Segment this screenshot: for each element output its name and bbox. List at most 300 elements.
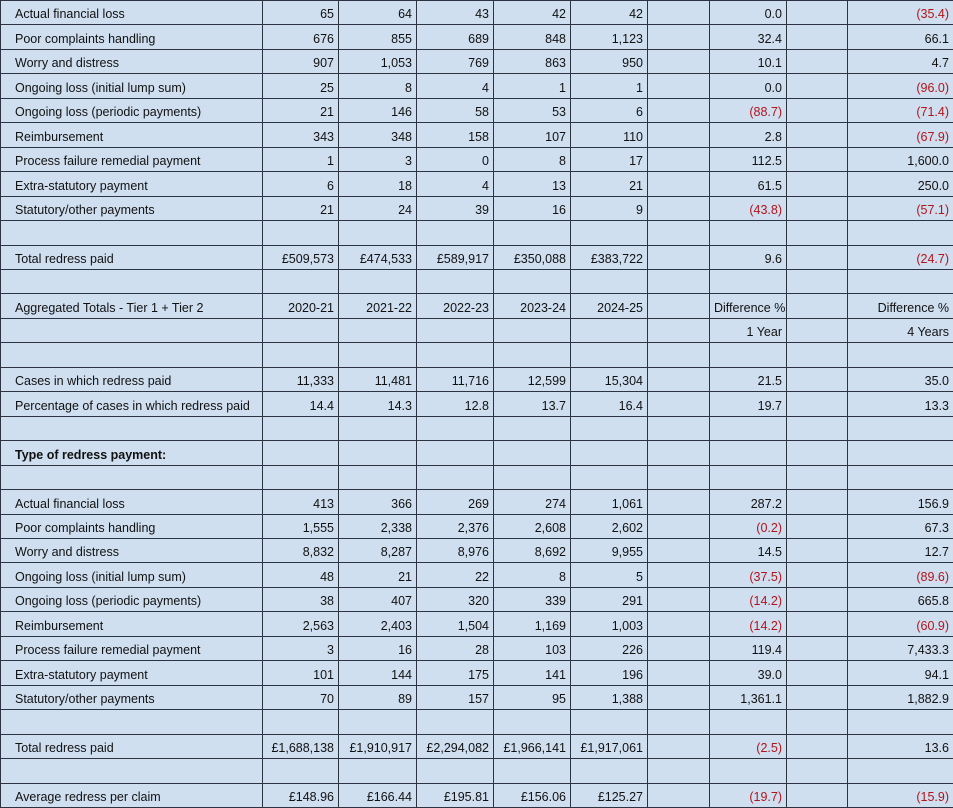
table-cell: 769 <box>417 49 494 73</box>
table-cell: 103 <box>494 636 571 660</box>
table-cell <box>263 759 339 783</box>
table-cell: 48 <box>263 563 339 587</box>
table-cell: 1,882.9 <box>848 685 953 709</box>
table-cell <box>263 441 339 465</box>
table-cell: 2,338 <box>339 514 417 538</box>
table-cell <box>848 416 953 440</box>
spacer-cell <box>648 25 710 49</box>
table-cell: 2020-21 <box>263 294 339 318</box>
spacer-cell <box>648 49 710 73</box>
table-cell <box>571 269 648 293</box>
table-cell: 141 <box>494 661 571 685</box>
spacer-cell <box>787 710 848 734</box>
spacer-cell <box>787 172 848 196</box>
spacer-cell <box>648 221 710 245</box>
table-cell: 5 <box>571 563 648 587</box>
table-cell <box>417 221 494 245</box>
table-cell: 18 <box>339 172 417 196</box>
table-cell: 665.8 <box>848 587 953 611</box>
table-cell: 175 <box>417 661 494 685</box>
spacer-cell <box>787 538 848 562</box>
table-cell: 43 <box>417 1 494 25</box>
spacer-cell <box>648 98 710 122</box>
table-cell: 269 <box>417 490 494 514</box>
table-cell: 1,123 <box>571 25 648 49</box>
row-label: Type of redress payment: <box>1 441 263 465</box>
spacer-cell <box>787 416 848 440</box>
spacer-cell <box>648 538 710 562</box>
table-row <box>1 783 953 808</box>
table-row <box>1 759 953 783</box>
table-cell: (57.1) <box>848 196 953 220</box>
table-cell: 64 <box>339 1 417 25</box>
row-label: Statutory/other payments <box>1 196 263 220</box>
table-row <box>1 49 953 73</box>
table-cell <box>710 416 787 440</box>
row-label: Actual financial loss <box>1 1 263 25</box>
row-label: Worry and distress <box>1 538 263 562</box>
table-cell <box>710 710 787 734</box>
table-cell: 32.4 <box>710 25 787 49</box>
spacer-cell <box>787 441 848 465</box>
table-cell: (2.5) <box>710 734 787 758</box>
table-cell: £1,966,141 <box>494 734 571 758</box>
table-cell <box>339 343 417 367</box>
table-cell: 8 <box>494 563 571 587</box>
row-label: Average redress per claim <box>1 783 263 808</box>
table-cell <box>417 343 494 367</box>
table-cell: 1,361.1 <box>710 685 787 709</box>
table-row <box>1 74 953 98</box>
table-cell: 0.0 <box>710 74 787 98</box>
table-cell: 10.1 <box>710 49 787 73</box>
row-label: Aggregated Totals - Tier 1 + Tier 2 <box>1 294 263 318</box>
table-cell <box>339 759 417 783</box>
table-cell: 156.9 <box>848 490 953 514</box>
spacer-cell <box>648 196 710 220</box>
table-cell: 38 <box>263 587 339 611</box>
table-cell: 22 <box>417 563 494 587</box>
table-cell: £1,910,917 <box>339 734 417 758</box>
table-cell: 101 <box>263 661 339 685</box>
table-cell <box>710 221 787 245</box>
table-cell: 14.3 <box>339 392 417 416</box>
row-label <box>1 465 263 489</box>
table-cell: 6 <box>263 172 339 196</box>
table-cell <box>417 318 494 342</box>
table-cell <box>710 759 787 783</box>
row-label: Reimbursement <box>1 123 263 147</box>
spacer-cell <box>787 123 848 147</box>
spacer-cell <box>648 783 710 808</box>
spacer-cell <box>787 465 848 489</box>
table-row <box>1 245 953 269</box>
spacer-cell <box>787 1 848 25</box>
table-cell: 66.1 <box>848 25 953 49</box>
table-cell <box>848 221 953 245</box>
table-cell: 157 <box>417 685 494 709</box>
row-label: Ongoing loss (initial lump sum) <box>1 563 263 587</box>
spacer-cell <box>648 514 710 538</box>
row-label <box>1 343 263 367</box>
table-cell <box>417 269 494 293</box>
row-label: Ongoing loss (periodic payments) <box>1 98 263 122</box>
table-cell: 250.0 <box>848 172 953 196</box>
table-row <box>1 612 953 636</box>
table-row <box>1 685 953 709</box>
spacer-cell <box>648 1 710 25</box>
table-cell: £166.44 <box>339 783 417 808</box>
table-cell: 53 <box>494 98 571 122</box>
row-label: Ongoing loss (initial lump sum) <box>1 74 263 98</box>
table-row <box>1 661 953 685</box>
table-cell <box>571 416 648 440</box>
table-row <box>1 1 953 25</box>
table-cell: £589,917 <box>417 245 494 269</box>
spacer-cell <box>787 343 848 367</box>
table-cell <box>571 759 648 783</box>
table-cell: 12.8 <box>417 392 494 416</box>
row-label: Ongoing loss (periodic payments) <box>1 587 263 611</box>
table-cell: 107 <box>494 123 571 147</box>
table-cell <box>339 221 417 245</box>
table-row <box>1 392 953 416</box>
table-cell: 4 <box>417 172 494 196</box>
table-row <box>1 636 953 660</box>
table-cell: (35.4) <box>848 1 953 25</box>
spacer-cell <box>648 294 710 318</box>
table-row <box>1 343 953 367</box>
table-row <box>1 734 953 758</box>
table-row <box>1 441 953 465</box>
table-cell: 28 <box>417 636 494 660</box>
table-cell: 21 <box>263 98 339 122</box>
spacer-cell <box>787 49 848 73</box>
table-cell: 2,602 <box>571 514 648 538</box>
table-cell: 2024-25 <box>571 294 648 318</box>
table-cell: (14.2) <box>710 587 787 611</box>
spacer-cell <box>787 783 848 808</box>
table-cell: 2.8 <box>710 123 787 147</box>
table-cell: Difference % <box>848 294 953 318</box>
table-row <box>1 367 953 391</box>
table-cell: (15.9) <box>848 783 953 808</box>
spacer-cell <box>648 367 710 391</box>
table-cell: (24.7) <box>848 245 953 269</box>
spacer-cell <box>648 245 710 269</box>
table-cell: 226 <box>571 636 648 660</box>
table-cell: £350,088 <box>494 245 571 269</box>
table-cell <box>710 343 787 367</box>
row-label <box>1 710 263 734</box>
table-cell: £383,722 <box>571 245 648 269</box>
spacer-cell <box>648 465 710 489</box>
spacer-cell <box>787 294 848 318</box>
table-cell <box>417 416 494 440</box>
table-cell: 146 <box>339 98 417 122</box>
table-cell: 1,388 <box>571 685 648 709</box>
table-cell: 8,832 <box>263 538 339 562</box>
table-row <box>1 587 953 611</box>
spacer-cell <box>648 710 710 734</box>
table-cell: 12,599 <box>494 367 571 391</box>
table-cell <box>571 441 648 465</box>
table-cell: 2,563 <box>263 612 339 636</box>
table-cell: 158 <box>417 123 494 147</box>
table-cell: 70 <box>263 685 339 709</box>
row-label: Percentage of cases in which redress paid <box>1 392 263 416</box>
table-cell <box>263 318 339 342</box>
table-cell: 950 <box>571 49 648 73</box>
spacer-cell <box>648 416 710 440</box>
spacer-cell <box>648 74 710 98</box>
row-label: Worry and distress <box>1 49 263 73</box>
spacer-cell <box>648 759 710 783</box>
table-cell <box>339 269 417 293</box>
table-cell: 291 <box>571 587 648 611</box>
table-cell: £125.27 <box>571 783 648 808</box>
table-row <box>1 563 953 587</box>
table-cell: 320 <box>417 587 494 611</box>
table-cell <box>417 710 494 734</box>
table-cell <box>494 221 571 245</box>
table-row <box>1 416 953 440</box>
table-cell <box>848 465 953 489</box>
spacer-cell <box>648 734 710 758</box>
table-row <box>1 465 953 489</box>
spacer-cell <box>648 563 710 587</box>
spacer-cell <box>648 172 710 196</box>
table-cell: 2022-23 <box>417 294 494 318</box>
table-cell <box>263 416 339 440</box>
spacer-cell <box>648 123 710 147</box>
spacer-cell <box>787 563 848 587</box>
table-cell: 15,304 <box>571 367 648 391</box>
table-cell: Difference % <box>710 294 787 318</box>
table-cell: (14.2) <box>710 612 787 636</box>
table-cell: 12.7 <box>848 538 953 562</box>
table-cell: 196 <box>571 661 648 685</box>
table-cell: (60.9) <box>848 612 953 636</box>
row-label <box>1 221 263 245</box>
row-label: Actual financial loss <box>1 490 263 514</box>
table-cell: 7,433.3 <box>848 636 953 660</box>
table-cell: 2021-22 <box>339 294 417 318</box>
spacer-cell <box>787 759 848 783</box>
table-cell: 39 <box>417 196 494 220</box>
table-cell: 35.0 <box>848 367 953 391</box>
spacer-cell <box>787 636 848 660</box>
table-cell <box>494 343 571 367</box>
table-cell <box>848 759 953 783</box>
table-cell: 9 <box>571 196 648 220</box>
table-row <box>1 710 953 734</box>
table-cell: 112.5 <box>710 147 787 171</box>
table-cell: £509,573 <box>263 245 339 269</box>
table-cell <box>571 465 648 489</box>
table-cell <box>494 710 571 734</box>
table-cell: 413 <box>263 490 339 514</box>
table-cell <box>710 465 787 489</box>
table-cell <box>263 269 339 293</box>
table-cell: 11,716 <box>417 367 494 391</box>
table-cell: £1,688,138 <box>263 734 339 758</box>
row-label <box>1 318 263 342</box>
table-cell: 339 <box>494 587 571 611</box>
table-cell <box>710 269 787 293</box>
table-cell: 1,504 <box>417 612 494 636</box>
table-cell: 2,403 <box>339 612 417 636</box>
table-cell: 11,333 <box>263 367 339 391</box>
table-cell: 1,053 <box>339 49 417 73</box>
table-cell: 0 <box>417 147 494 171</box>
table-cell: 1,003 <box>571 612 648 636</box>
table-row <box>1 269 953 293</box>
table-cell: 39.0 <box>710 661 787 685</box>
table-cell: (71.4) <box>848 98 953 122</box>
spacer-cell <box>648 343 710 367</box>
table-cell: 25 <box>263 74 339 98</box>
spacer-cell <box>648 318 710 342</box>
spacer-cell <box>787 734 848 758</box>
table-cell: 1,600.0 <box>848 147 953 171</box>
spacer-cell <box>787 661 848 685</box>
table-cell: 94.1 <box>848 661 953 685</box>
table-cell: £2,294,082 <box>417 734 494 758</box>
table-cell: 1,061 <box>571 490 648 514</box>
table-cell <box>494 269 571 293</box>
table-cell: 21 <box>571 172 648 196</box>
table-cell <box>339 441 417 465</box>
table-cell: 1 <box>571 74 648 98</box>
table-row <box>1 514 953 538</box>
table-cell <box>263 710 339 734</box>
table-cell: 42 <box>571 1 648 25</box>
spacer-cell <box>787 367 848 391</box>
table-cell: 14.5 <box>710 538 787 562</box>
row-label: Process failure remedial payment <box>1 147 263 171</box>
spacer-cell <box>787 612 848 636</box>
spacer-cell <box>787 245 848 269</box>
row-label <box>1 759 263 783</box>
table-row <box>1 490 953 514</box>
table-cell: (0.2) <box>710 514 787 538</box>
table-row <box>1 98 953 122</box>
spacer-cell <box>648 587 710 611</box>
table-cell: 119.4 <box>710 636 787 660</box>
table-cell: 110 <box>571 123 648 147</box>
row-label: Process failure remedial payment <box>1 636 263 660</box>
table-cell: 0.0 <box>710 1 787 25</box>
table-row <box>1 147 953 171</box>
table-row <box>1 294 953 318</box>
table-cell: 1 <box>494 74 571 98</box>
spacer-cell <box>787 98 848 122</box>
table-cell: 907 <box>263 49 339 73</box>
table-cell: 9.6 <box>710 245 787 269</box>
table-cell: 287.2 <box>710 490 787 514</box>
spacer-cell <box>648 441 710 465</box>
table-cell: 4 Years <box>848 318 953 342</box>
table-cell: 689 <box>417 25 494 49</box>
row-label: Extra-statutory payment <box>1 172 263 196</box>
table-cell: £195.81 <box>417 783 494 808</box>
spacer-cell <box>787 74 848 98</box>
table-cell: £474,533 <box>339 245 417 269</box>
row-label: Total redress paid <box>1 245 263 269</box>
spacer-cell <box>648 392 710 416</box>
table-cell: 58 <box>417 98 494 122</box>
table-cell: 1,169 <box>494 612 571 636</box>
row-label: Statutory/other payments <box>1 685 263 709</box>
table-cell <box>417 441 494 465</box>
table-cell: 676 <box>263 25 339 49</box>
table-cell: 16 <box>339 636 417 660</box>
table-cell: (89.6) <box>848 563 953 587</box>
table-cell: 8,287 <box>339 538 417 562</box>
table-cell <box>571 710 648 734</box>
table-row <box>1 25 953 49</box>
table-cell: 21 <box>339 563 417 587</box>
table-cell: 2023-24 <box>494 294 571 318</box>
table-cell: 95 <box>494 685 571 709</box>
table-cell <box>339 465 417 489</box>
table-cell: (88.7) <box>710 98 787 122</box>
table-row <box>1 172 953 196</box>
spacer-cell <box>787 685 848 709</box>
spacer-cell <box>787 25 848 49</box>
table-row <box>1 123 953 147</box>
spacer-cell <box>787 269 848 293</box>
table-cell <box>848 710 953 734</box>
table-cell: (19.7) <box>710 783 787 808</box>
table-cell: £156.06 <box>494 783 571 808</box>
spacer-cell <box>648 685 710 709</box>
table-cell: 19.7 <box>710 392 787 416</box>
table-cell <box>339 416 417 440</box>
table-cell: 13.3 <box>848 392 953 416</box>
table-cell: 8,692 <box>494 538 571 562</box>
table-cell: £1,917,061 <box>571 734 648 758</box>
table-row <box>1 196 953 220</box>
table-cell <box>571 221 648 245</box>
table-cell: 16 <box>494 196 571 220</box>
table-cell: 407 <box>339 587 417 611</box>
spacer-cell <box>648 490 710 514</box>
table-cell <box>848 441 953 465</box>
table-cell: 274 <box>494 490 571 514</box>
spacer-cell <box>648 661 710 685</box>
table-cell: 9,955 <box>571 538 648 562</box>
table-cell: 13.6 <box>848 734 953 758</box>
table-cell: 13.7 <box>494 392 571 416</box>
table-cell: (37.5) <box>710 563 787 587</box>
table-cell <box>494 318 571 342</box>
table-cell <box>339 318 417 342</box>
table-cell: (96.0) <box>848 74 953 98</box>
row-label: Poor complaints handling <box>1 25 263 49</box>
spacer-cell <box>648 636 710 660</box>
table-cell <box>263 343 339 367</box>
table-cell <box>339 710 417 734</box>
table-cell: 14.4 <box>263 392 339 416</box>
table-cell <box>494 416 571 440</box>
table-cell: 13 <box>494 172 571 196</box>
table-cell: 42 <box>494 1 571 25</box>
table-cell <box>848 269 953 293</box>
table-cell: 8,976 <box>417 538 494 562</box>
table-cell: 1,555 <box>263 514 339 538</box>
